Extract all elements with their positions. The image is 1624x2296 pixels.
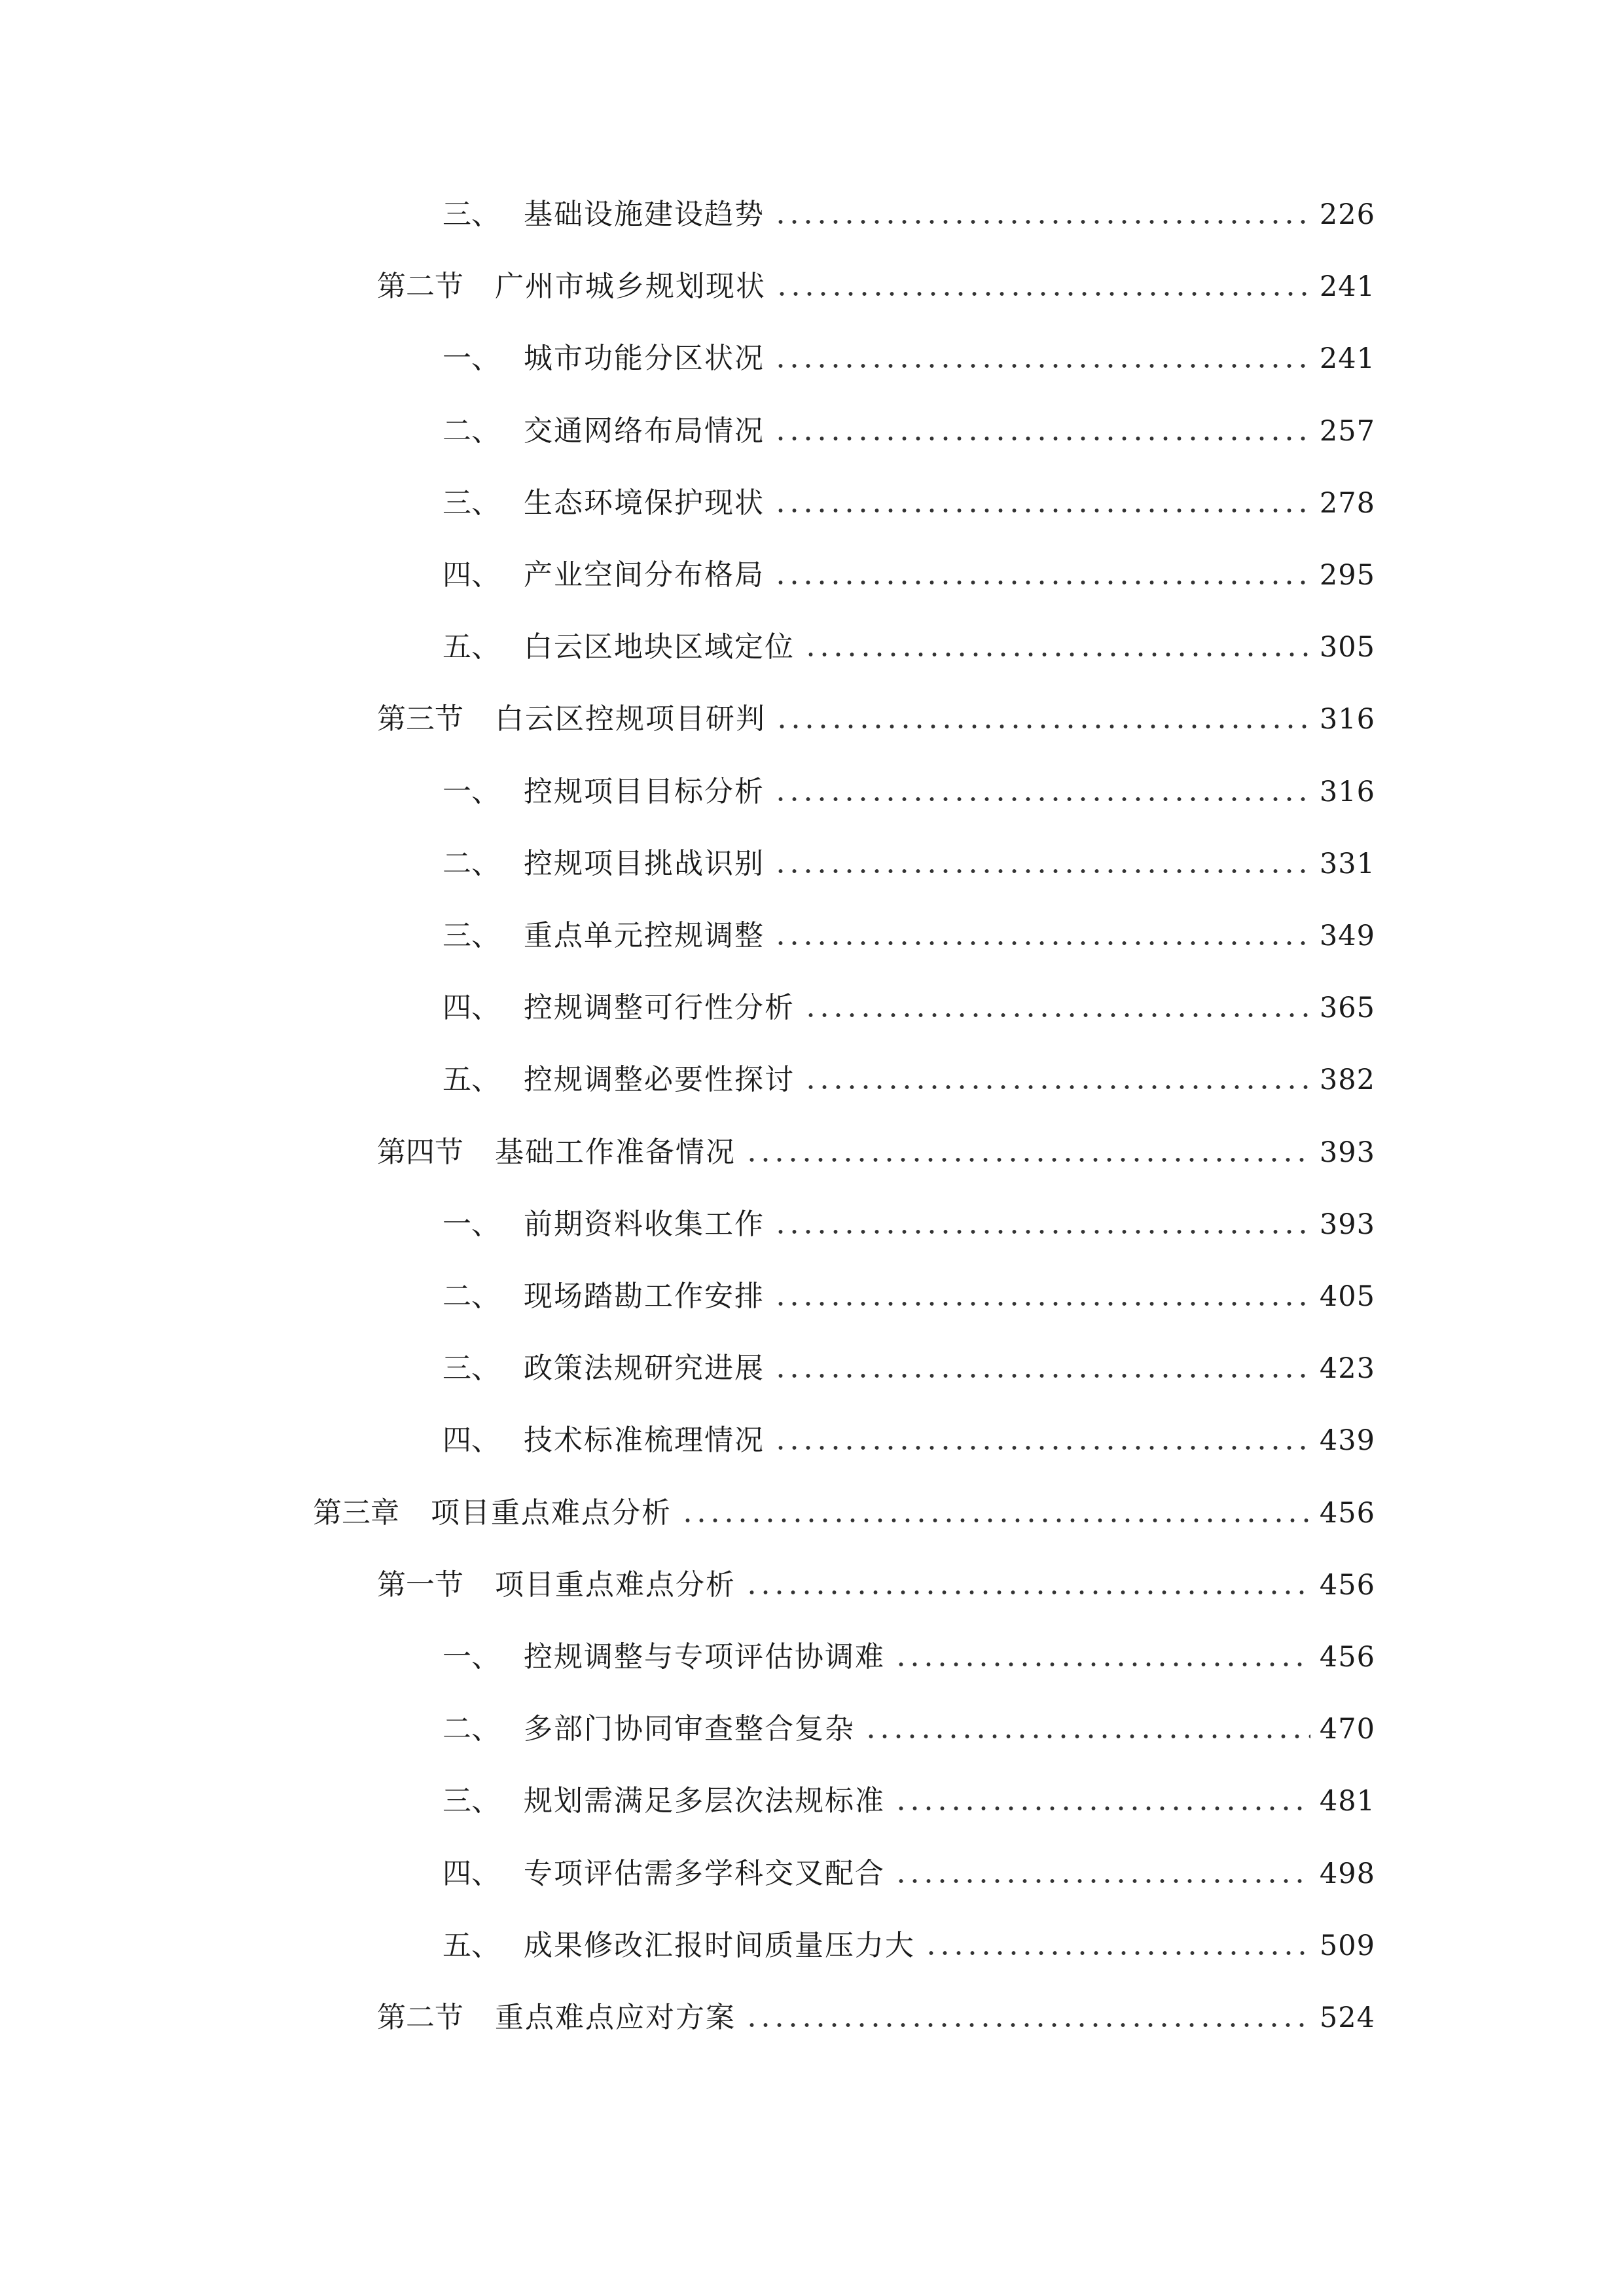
toc-entry[interactable] [377,1980,1375,2032]
toc-entry-number: 第二节 [377,270,463,304]
toc-entry-number: 三、 [442,486,500,520]
dot-leader [774,1302,1310,1306]
toc-entry-label [442,558,765,592]
toc-entry[interactable] [442,826,1375,878]
toc-entry-number: 三、 [442,198,500,231]
toc-entry[interactable] [442,1691,1375,1744]
toc-entry-title: 重点难点应对方案 [495,2001,736,2034]
toc-entry-number: 第一节 [377,1568,463,1602]
toc-entry-number: 二、 [442,1712,500,1746]
toc-entry-label [442,1784,885,1818]
toc-entry-number: 五、 [442,1928,500,1962]
toc-entry-title: 控规调整可行性分析 [524,991,795,1025]
toc-entry-page-number: 305 [1319,631,1375,664]
toc-entry-page-number: 481 [1319,1785,1375,1818]
toc-entry-number: 三、 [442,1352,500,1386]
toc-entry-label [442,342,765,376]
toc-entry-page-number: 278 [1319,486,1375,520]
toc-entry-label [442,1207,765,1241]
toc-entry-label [442,1928,915,1962]
toc-entry-title: 白云区地块区域定位 [524,630,795,664]
toc-entry[interactable] [442,1259,1375,1311]
dot-leader [774,581,1310,584]
toc-entry[interactable] [377,249,1375,304]
toc-entry-title: 交通网络布局情况 [524,414,765,448]
toc-entry-number: 二、 [442,1280,500,1313]
toc-entry-page-number: 456 [1319,1568,1375,1602]
toc-entry-label [442,774,765,808]
toc-entry-title: 城市功能分区状况 [524,342,765,376]
toc-entry-page-number: 331 [1319,847,1375,880]
toc-entry[interactable] [442,609,1375,662]
toc-entry-label [442,1712,855,1746]
toc-entry-number: 一、 [442,1207,500,1241]
toc-entry-label [377,1568,736,1602]
toc-entry-page-number: 295 [1319,559,1375,592]
toc-entry[interactable] [442,898,1375,950]
toc-entry-title: 成果修改汇报时间质量压力大 [524,1928,915,1962]
dot-leader [804,653,1310,656]
dot-leader [924,1951,1310,1955]
toc-entry-title: 广州市城乡规划现状 [495,270,766,304]
dot-leader [894,1806,1310,1810]
dot-leader [774,797,1310,801]
toc-entry-label [442,1063,795,1097]
toc-entry-number: 二、 [442,846,500,880]
toc-entry-page-number: 498 [1319,1857,1375,1890]
toc-entry-number: 第三节 [377,702,463,736]
toc-entry-number: 第三章 [313,1496,399,1530]
dot-leader [774,1374,1310,1378]
dot-leader [775,725,1310,728]
toc-entry-label [442,486,765,520]
toc-entry-label [442,1640,885,1674]
toc-entry-page-number: 365 [1319,992,1375,1025]
toc-entry[interactable] [442,1187,1375,1239]
toc-entry[interactable] [313,1475,1375,1528]
toc-entry-title: 基础工作准备情况 [495,1135,736,1169]
toc-entry-number: 二、 [442,414,500,448]
toc-entry-number: 三、 [442,1784,500,1818]
dot-leader [774,509,1310,512]
toc-entry-page-number: 456 [1319,1496,1375,1530]
toc-entry-label [377,2003,736,2032]
toc-entry-number: 一、 [442,342,500,376]
dot-leader [894,1879,1310,1883]
toc-entry[interactable] [442,1763,1375,1816]
toc-entry-page-number: 524 [1319,2001,1375,2034]
toc-entry-page-number: 456 [1319,1641,1375,1674]
toc-entry-page-number: 382 [1319,1064,1375,1097]
dot-leader [681,1518,1310,1522]
dot-leader [745,1590,1310,1594]
toc-entry-page-number: 393 [1319,1208,1375,1241]
toc-entry-number: 五、 [442,1063,500,1097]
dot-leader [894,1662,1310,1666]
toc-entry-label [442,1282,765,1311]
toc-entry-number: 第二节 [377,2001,463,2034]
toc-entry-label [442,1424,765,1458]
toc-entry-page-number: 316 [1319,703,1375,736]
toc-entry-page-number: 316 [1319,775,1375,808]
toc-entry-title: 重点单元控规调整 [524,919,765,952]
toc-entry[interactable] [442,537,1375,590]
toc-entry-label [442,414,765,448]
toc-entry-label [377,270,766,304]
toc-entry[interactable] [442,465,1375,518]
toc-entry-number: 一、 [442,1640,500,1674]
toc-entry-number: 第四节 [377,1135,463,1169]
dot-leader [775,292,1310,296]
toc-entry-label [442,630,795,664]
dot-leader [774,869,1310,873]
toc-entry[interactable] [442,970,1375,1025]
toc-entry-label [442,1352,765,1386]
toc-entry-title: 现场踏勘工作安排 [524,1280,765,1313]
dot-leader [774,1230,1310,1234]
toc-entry-title: 规划需满足多层次法规标准 [524,1784,885,1818]
toc-entry-page-number: 423 [1319,1352,1375,1386]
dot-leader [804,1013,1310,1017]
toc-entry-title: 产业空间分布格局 [524,558,765,592]
toc-entry-title: 生态环境保护现状 [524,486,765,520]
toc-entry-title: 项目重点难点分析 [431,1496,672,1530]
toc-entry-label [313,1496,672,1530]
toc-entry-page-number: 226 [1319,198,1375,231]
toc-entry[interactable] [442,393,1375,446]
dot-leader [774,1446,1310,1450]
toc-entry-page-number: 393 [1319,1136,1375,1169]
toc-entry-label [442,1856,885,1890]
dot-leader [774,220,1310,224]
toc-entry-page-number: 241 [1319,270,1375,304]
dot-leader [745,2023,1310,2027]
toc-entry-title: 控规项目挑战识别 [524,846,765,880]
toc-entry-number: 四、 [442,1856,500,1890]
toc-entry-label [377,1135,736,1169]
dot-leader [804,1085,1310,1089]
toc-entry[interactable] [442,1619,1375,1672]
toc-entry-title: 多部门协同审查整合复杂 [524,1712,855,1746]
toc-entry-title: 前期资料收集工作 [524,1207,765,1241]
toc-entry[interactable] [442,1403,1375,1458]
toc-entry-title: 控规项目目标分析 [524,774,765,808]
toc-entry-page-number: 405 [1319,1280,1375,1313]
toc-entry[interactable] [442,1042,1375,1097]
dot-leader [774,437,1310,440]
toc-entry-title: 控规调整必要性探讨 [524,1063,795,1097]
toc-entry-number: 四、 [442,1424,500,1458]
toc-entry-title: 政策法规研究进展 [524,1352,765,1386]
dot-leader [745,1158,1310,1162]
toc-entry-label [442,200,765,229]
toc-entry[interactable] [442,1908,1375,1960]
toc-entry[interactable] [377,1115,1375,1167]
toc-entry[interactable] [442,754,1375,806]
toc-entry-page-number: 241 [1319,342,1375,376]
toc-entry[interactable] [442,321,1375,376]
toc-entry[interactable] [442,1836,1375,1888]
toc-entry-number: 三、 [442,919,500,952]
toc-entry-number: 一、 [442,774,500,808]
toc-entry-label [377,702,766,736]
dot-leader [864,1734,1310,1738]
toc-entry-title: 控规调整与专项评估协调难 [524,1640,885,1674]
toc-entry[interactable] [442,1331,1375,1386]
toc-entry-title: 项目重点难点分析 [495,1568,736,1602]
toc-entry[interactable] [442,177,1375,229]
toc-entry[interactable] [377,681,1375,734]
toc-entry-page-number: 257 [1319,414,1375,448]
toc-entry-label [442,991,795,1025]
toc-entry-page-number: 349 [1319,920,1375,952]
toc-entry-label [442,919,765,952]
toc-entry-title: 专项评估需多学科交叉配合 [524,1856,885,1890]
toc-entry-page-number: 470 [1319,1713,1375,1746]
toc-entry-page-number: 509 [1319,1929,1375,1962]
toc-entry-number: 五、 [442,630,500,664]
toc-entry-number: 四、 [442,991,500,1025]
dot-leader [774,364,1310,368]
toc-entry-number: 四、 [442,558,500,592]
toc-entry-title: 技术标准梳理情况 [524,1424,765,1458]
toc-entry[interactable] [377,1547,1375,1600]
toc-entry-title: 白云区控规项目研判 [495,702,766,736]
dot-leader [774,941,1310,945]
toc-entry-page-number: 439 [1319,1424,1375,1458]
toc-entry-title: 基础设施建设趋势 [524,198,765,231]
toc-entry-label [442,846,765,880]
